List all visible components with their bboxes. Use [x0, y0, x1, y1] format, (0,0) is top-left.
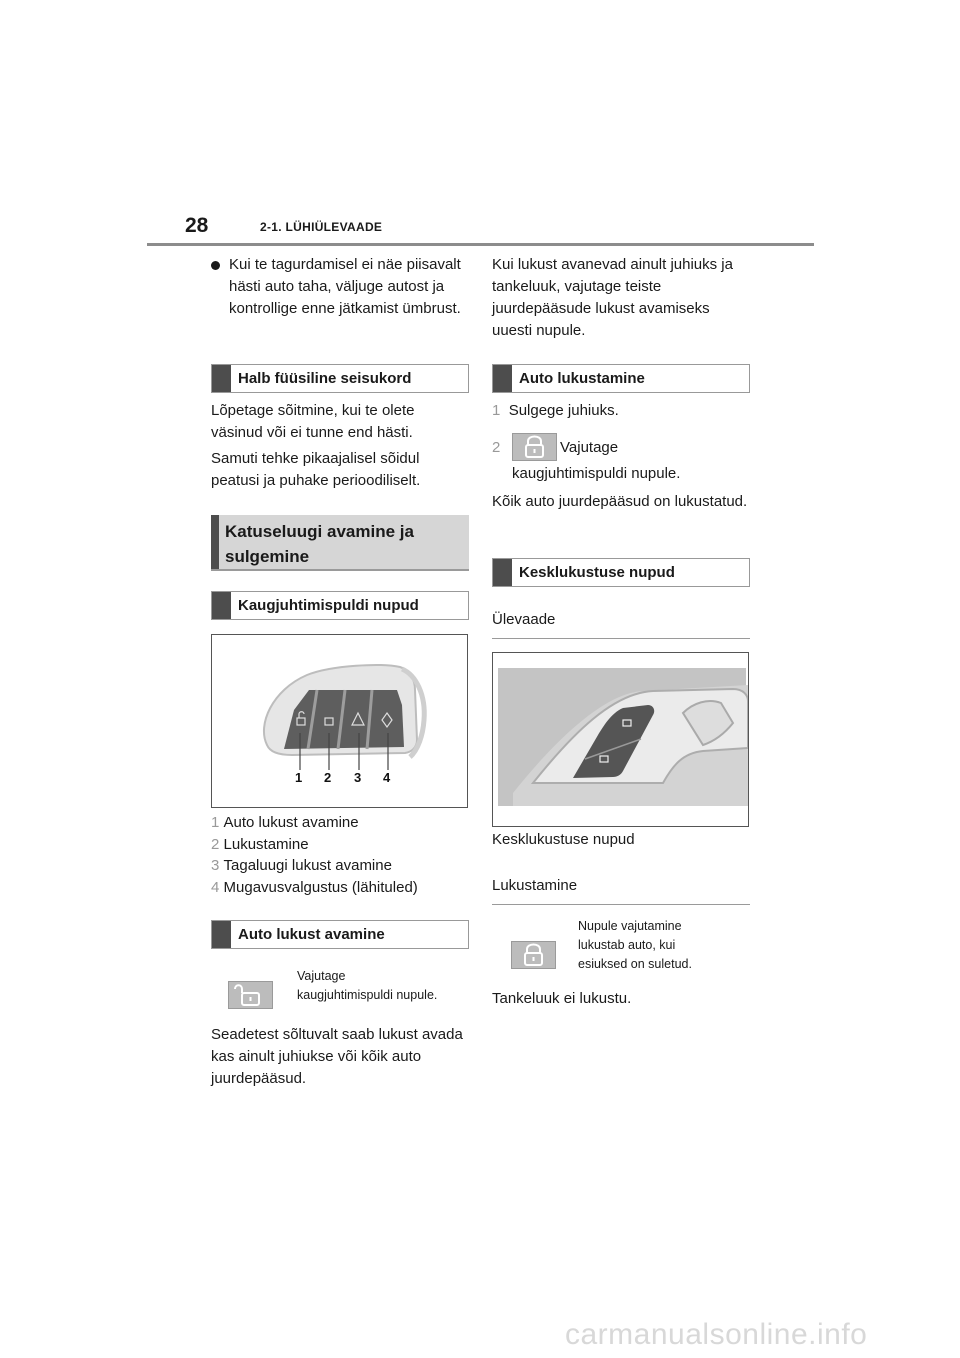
paragraph-locked: Kõik auto juurdepääsud on lukustatud. — [492, 493, 748, 510]
step-2-text-b: kaugjuhtimispuldi nupule. — [512, 465, 681, 482]
overview-subheading: Ülevaade — [492, 611, 750, 639]
warning-heading: Halb füüsiline seisukord — [238, 370, 412, 387]
list-item: 3 Tagaluugi lukust avamine — [211, 857, 392, 874]
section-title-line2: sulgemine — [225, 547, 310, 566]
unlock-heading-bar — [211, 920, 469, 949]
remote-heading-bar — [211, 591, 469, 620]
section-title-line1: Katuseluugi avamine ja — [225, 522, 414, 541]
list-item: 2 Lukustamine — [211, 835, 309, 853]
step-1: 1 Sulgege juhiuks. — [492, 402, 619, 419]
list-item: 4 Mugavusvalgustus (lähituled) — [211, 878, 418, 896]
chapter-title: 2-1. LÜHIÜLEVAADE — [260, 220, 383, 234]
paragraph-settings: Seadetest sõltuvalt saab lukust avada kas ainult juhiukse või kõik auto juurdepääsud. — [211, 1026, 463, 1087]
central-heading-bar — [492, 558, 750, 587]
remote-heading: Kaugjuhtimispuldi nupud — [238, 597, 419, 614]
heading-marker — [212, 365, 231, 392]
step-2-text-a: Vajutage — [560, 439, 619, 456]
unlock-heading: Auto lukust avamine — [238, 926, 385, 943]
unlock-button-icon — [228, 981, 273, 1009]
central-lock-figure — [492, 652, 749, 827]
callout-1: 1 — [295, 770, 303, 785]
heading-marker — [212, 921, 231, 948]
lock-heading: Auto lukustamine — [519, 370, 645, 387]
unlock-note: Vajutage kaugjuhtimispuldi nupule. — [297, 969, 438, 1002]
bullet-text: Kui te tagurdamisel ei näe piisavalt hästi auto taha, väljuge autost ja kontrollige enne jätkamist ümbrust. — [229, 256, 461, 317]
page-number: 28 — [185, 214, 209, 237]
watermark: carmanualsonline.info — [565, 1318, 868, 1351]
lock-heading-bar — [492, 364, 750, 393]
warning-heading-bar — [211, 364, 469, 393]
heading-marker — [212, 592, 231, 619]
central-lock-button-icon — [511, 941, 556, 969]
paragraph-rest: Lõpetage sõitmine, kui te olete väsinud või ei tunne end hästi. — [211, 402, 415, 441]
lock-note: Nupule vajutamine lukustab auto, kui esiuksed on suletud. — [578, 919, 692, 971]
lock-button-icon — [512, 433, 557, 461]
header-rule — [147, 243, 814, 246]
remote-button-list — [211, 812, 471, 898]
door-panel-illustration — [493, 653, 748, 826]
bullet-icon — [211, 261, 220, 270]
remote-key-figure — [211, 634, 468, 808]
paragraph-fuel-flap: Tankeluuk ei lukustu. — [492, 990, 632, 1007]
section-title-bar — [211, 515, 469, 571]
paragraph-driver-door: Kui lukust avanevad ainult juhiuks ja tankeluuk, vajutage teiste juurdepääsude lukust avamiseks uuesti nupule. — [492, 256, 733, 339]
remote-key-illustration — [212, 635, 467, 807]
locking-subheading: Lukustamine — [492, 877, 750, 905]
step-2-number: 2 — [492, 439, 501, 456]
list-item: 1 Auto lukust avamine — [211, 814, 359, 831]
section-marker — [211, 515, 219, 569]
bullet-item — [211, 254, 471, 320]
heading-marker — [493, 559, 512, 586]
section-title — [225, 519, 414, 569]
heading-marker — [493, 365, 512, 392]
paragraph-breaks: Samuti tehke pikaajalisel sõidul peatusi ja puhake perioodiliselt. — [211, 450, 421, 489]
figure-caption: Kesklukustuse nupud — [492, 831, 635, 848]
callout-3: 3 — [354, 770, 362, 785]
central-heading: Kesklukustuse nupud — [519, 564, 675, 581]
callout-2: 2 — [324, 770, 332, 785]
callout-4: 4 — [383, 770, 391, 785]
